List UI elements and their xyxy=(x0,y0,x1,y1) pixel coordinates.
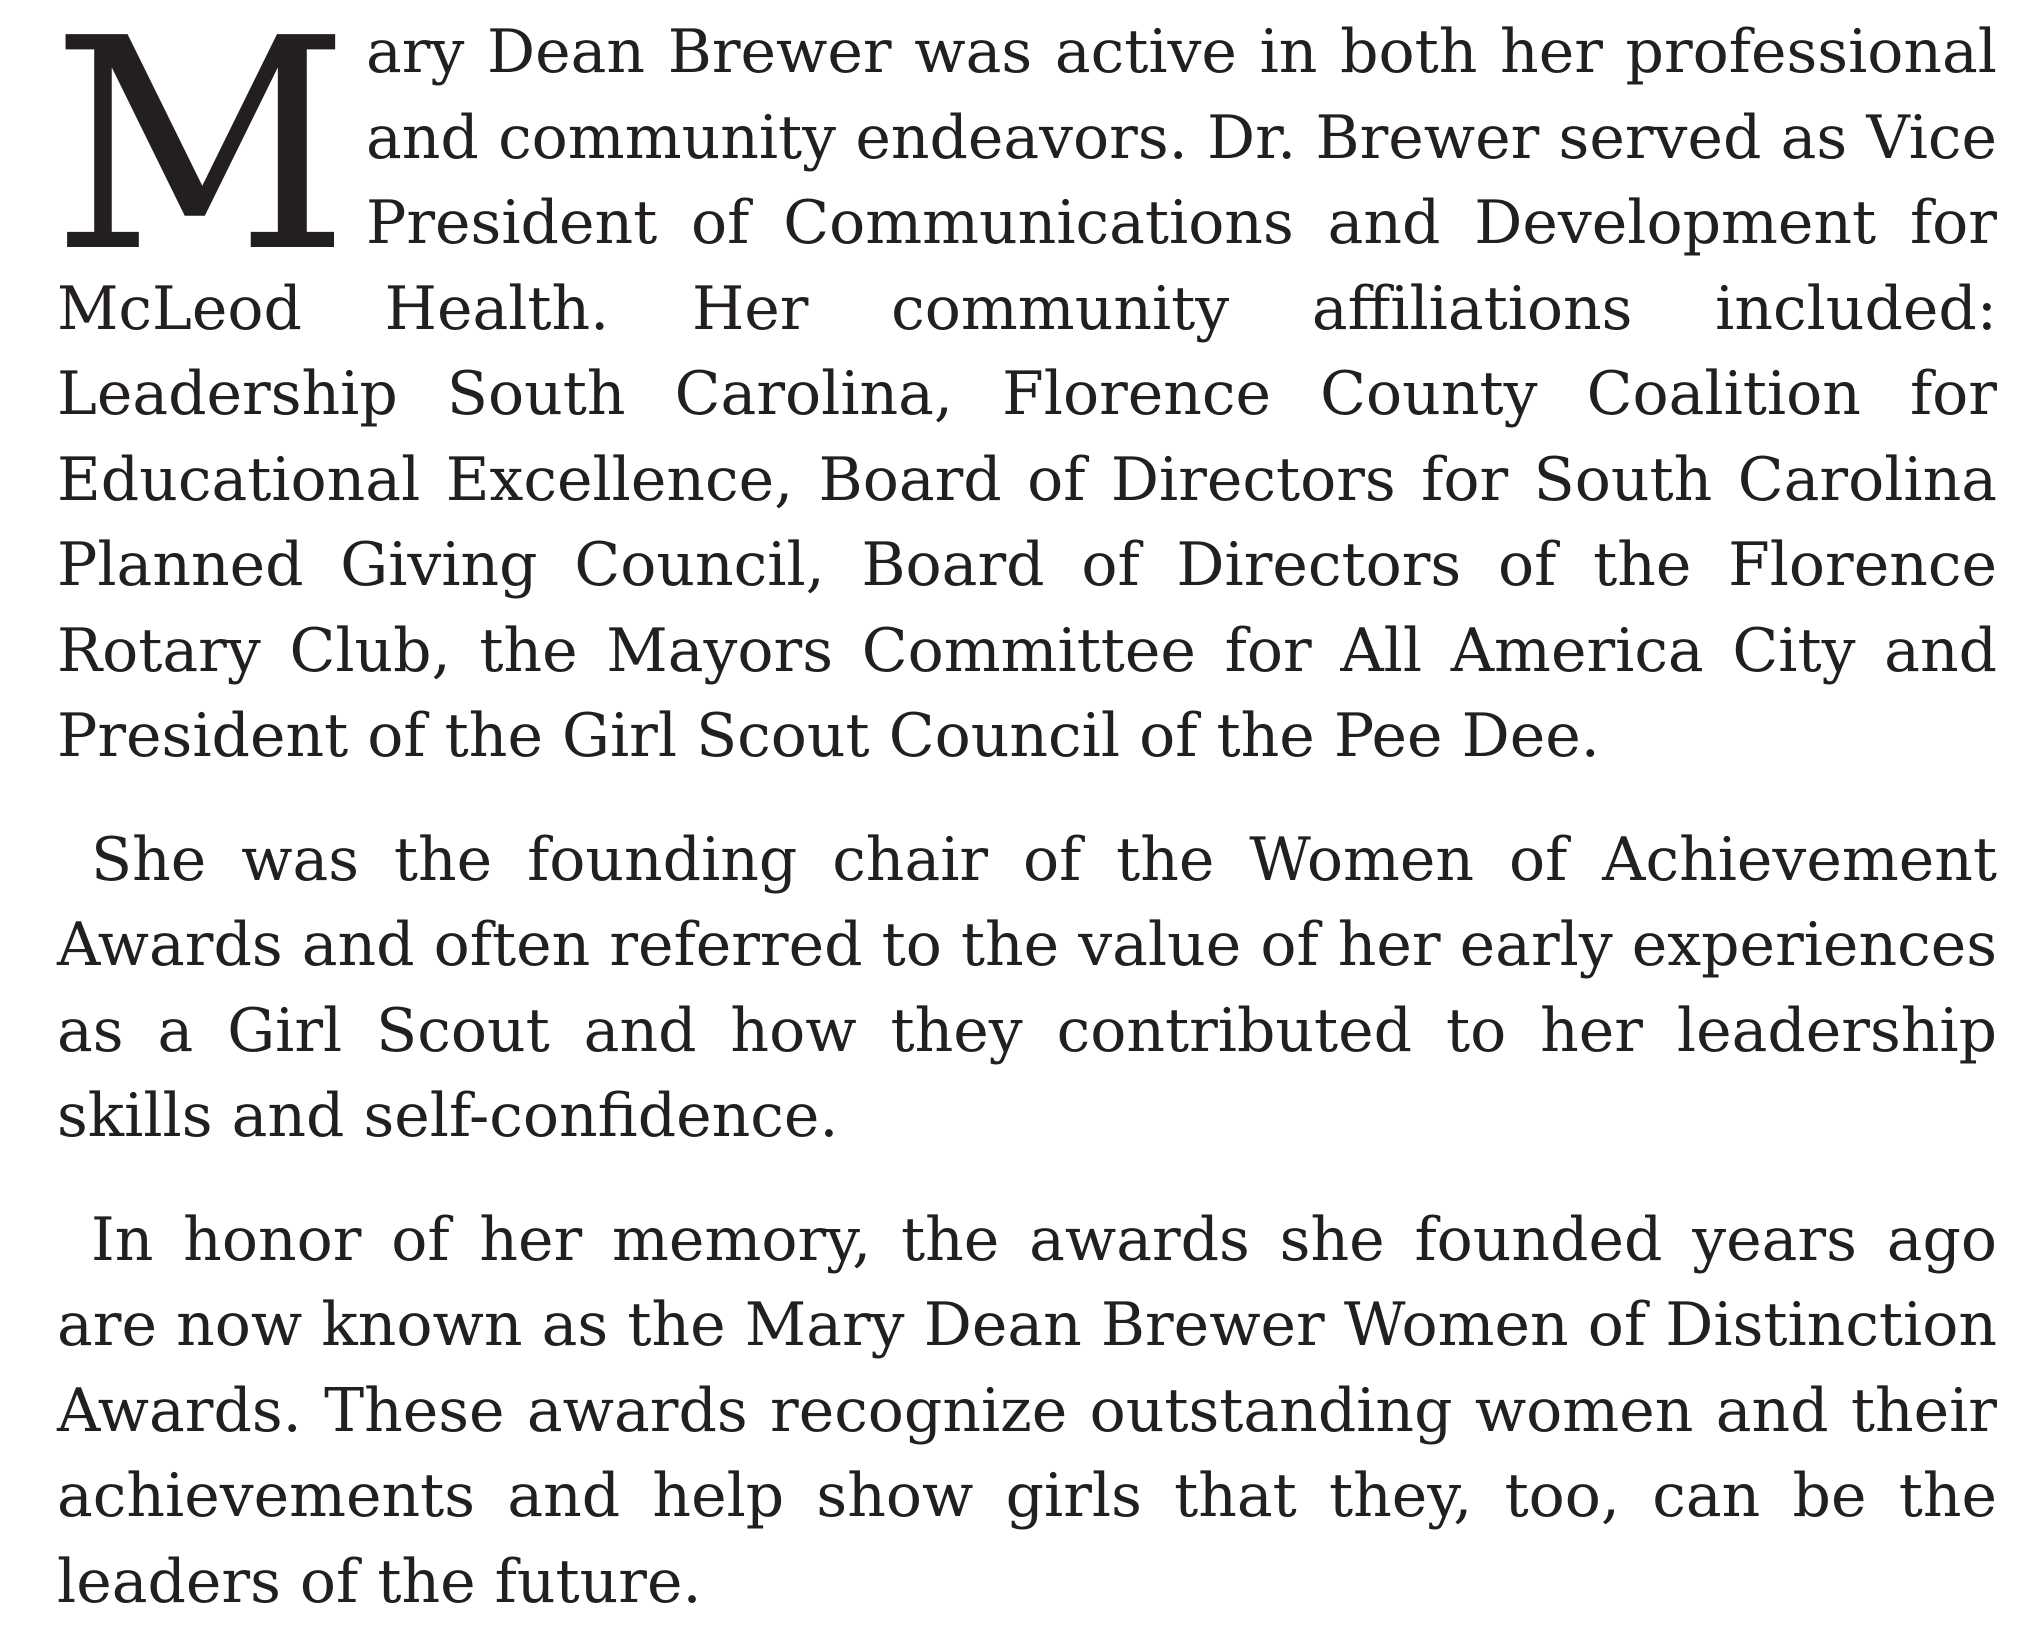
paragraph-intro xyxy=(57,10,1997,780)
paragraph-founding-chair: She was the founding chair of the Women of Achievement Awards and often referred to the value of her early experiences as a Girl Scout and how they contributed to her leadership skills and self-confidence. xyxy=(57,818,1997,1160)
paragraph-intro-text: ary Dean Brewer was active in both her professional and community endeavors. Dr. Brewer served as Vice President of Communications and Development for McLeod Health. Her community affiliations included: Leadership South Carolina, Florence County Coalition for Educational Excellence, Board of Directors for South Carolina Planned Giving Council, Board of Directors of the Florence Rotary Club, the Mayors Committee for All America City and President of the Girl Scout Council of the Pee Dee. xyxy=(57,17,1997,771)
paragraph-in-honor: In honor of her memory, the awards she founded years ago are now known as the Mary Dean Brewer Women of Distinction Awards. These awards recognize outstanding women and their achievements and help show girls that they, too, can be the leaders of the future. xyxy=(57,1198,1997,1625)
document-page xyxy=(57,10,1997,1540)
drop-cap: M xyxy=(51,32,350,260)
